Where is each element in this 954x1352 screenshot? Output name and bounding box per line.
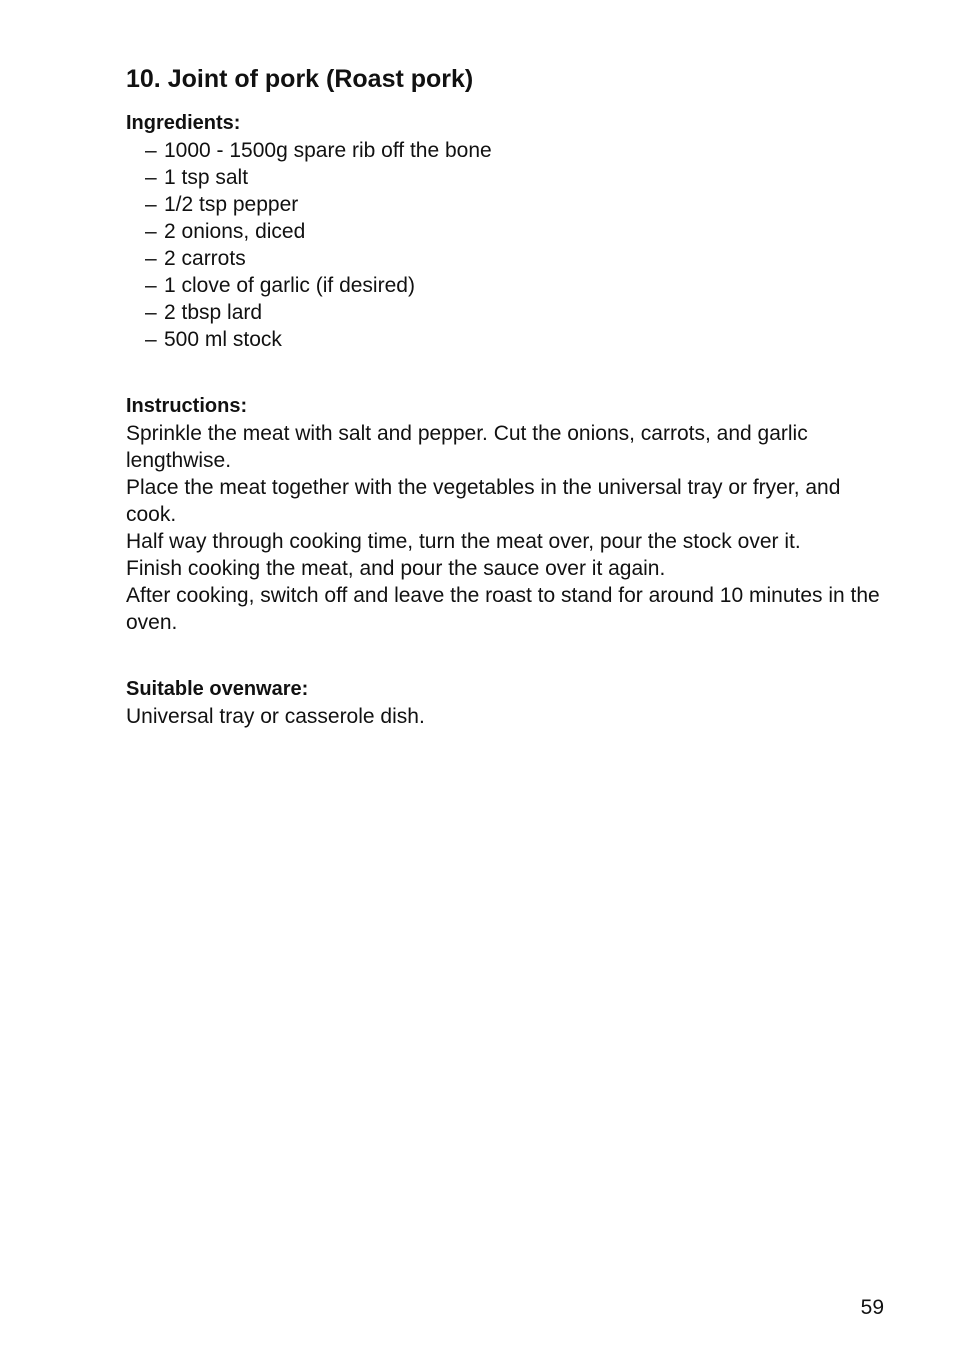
list-dash: – <box>145 274 157 297</box>
instruction-paragraph: After cooking, switch off and leave the roast to stand for around 10 minutes in the oven. <box>126 584 880 634</box>
instruction-paragraph: Half way through cooking time, turn the meat over, pour the stock over it. <box>126 530 801 553</box>
ingredient-item <box>145 137 896 164</box>
ovenware-section <box>126 676 896 730</box>
instructions-heading: Instructions: <box>126 395 248 417</box>
ingredients-heading: Ingredients: <box>126 112 241 134</box>
ingredient-item <box>145 191 896 218</box>
ingredient-item <box>145 245 896 272</box>
list-dash: – <box>145 328 157 351</box>
instruction-paragraph: Sprinkle the meat with salt and pepper. Cut the onions, carrots, and garlic lengthwise. <box>126 422 808 472</box>
list-dash: – <box>145 247 157 270</box>
ovenware-text: Universal tray or casserole dish. <box>126 705 425 728</box>
ingredient-text: 1 clove of garlic (if desired) <box>164 274 415 297</box>
ingredient-text: 1000 - 1500g spare rib off the bone <box>164 139 492 162</box>
ingredient-text: 2 tbsp lard <box>164 301 263 324</box>
ingredient-item <box>145 218 896 245</box>
list-dash: – <box>145 139 157 162</box>
ingredients-list <box>126 137 896 353</box>
ingredient-text: 1 tsp salt <box>164 166 249 189</box>
page-number: 59 <box>860 1296 884 1319</box>
list-dash: – <box>145 301 157 324</box>
ingredient-text: 500 ml stock <box>164 328 282 351</box>
instruction-paragraph: Finish cooking the meat, and pour the sauce over it again. <box>126 557 666 580</box>
ingredients-section <box>126 110 896 353</box>
recipe-page <box>126 60 896 730</box>
ingredient-text: 2 onions, diced <box>164 220 306 243</box>
list-dash: – <box>145 166 157 189</box>
ingredient-item <box>145 164 896 191</box>
ingredient-item <box>145 272 896 299</box>
list-dash: – <box>145 220 157 243</box>
list-dash: – <box>145 193 157 216</box>
ingredient-item <box>145 326 896 353</box>
ingredient-item <box>145 299 896 326</box>
ingredient-text: 2 carrots <box>164 247 246 270</box>
recipe-title: 10. Joint of pork (Roast pork) <box>126 65 474 93</box>
instructions-section <box>126 393 896 636</box>
instruction-paragraph: Place the meat together with the vegetables in the universal tray or fryer, and cook. <box>126 476 841 526</box>
ingredient-text: 1/2 tsp pepper <box>164 193 299 216</box>
ovenware-heading: Suitable ovenware: <box>126 678 309 700</box>
